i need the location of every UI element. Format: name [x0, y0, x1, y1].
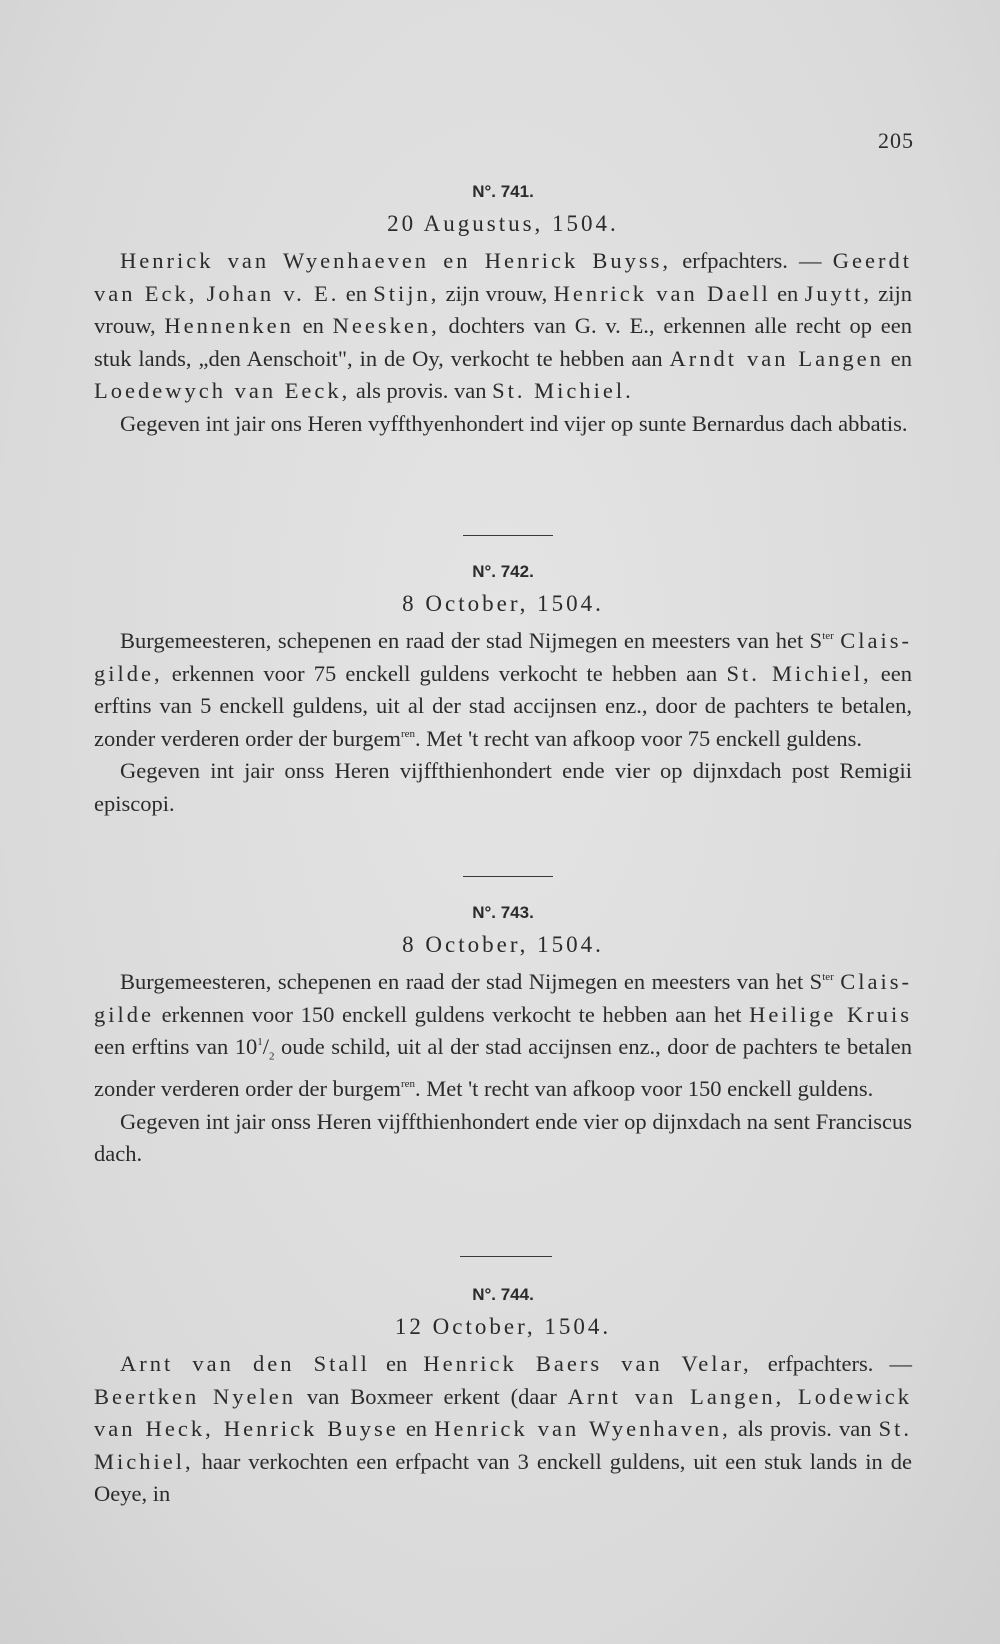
entry-summary	[94, 1348, 912, 1511]
text-run: zijn vrouw,	[439, 280, 554, 306]
entry-summary	[94, 966, 912, 1106]
text-run: Stijn,	[373, 280, 440, 306]
text-run: Clais-gilde,	[94, 628, 912, 686]
section-divider	[463, 876, 553, 877]
text-run: een erftins van 5 enckell guldens, uit al der stad accijnsen enz., door de pachters te betalen, zonder verderen order der burgem	[94, 660, 912, 751]
text-run: Heilige Kruis	[749, 1001, 912, 1027]
text-run: . Met 't recht van afkoop voor 75 enckell guldens.	[414, 725, 863, 751]
text-run: als provis. van	[350, 378, 493, 404]
text-run: Arndt van Langen	[669, 345, 884, 371]
text-run: Arnt van den Stall	[120, 1351, 370, 1376]
fraction-denominator: 2	[268, 1050, 275, 1063]
entry-744	[94, 1280, 912, 1511]
text-run: Hennenken	[164, 313, 294, 339]
text-run: St. Michiel.	[492, 378, 634, 404]
entry-date: 20 Augustus, 1504.	[387, 211, 619, 236]
text-run: erkennen voor 75 enckell guldens verkocht te hebben aan	[162, 660, 727, 686]
entry-date: 12 October, 1504.	[394, 1314, 612, 1339]
entry-742	[94, 557, 912, 821]
entry-number: N°. 741.	[472, 182, 534, 201]
text-run: een erftins van 10	[94, 1034, 258, 1060]
entry-date: 8 October, 1504.	[402, 932, 604, 957]
text-run: . Met 't recht van afkoop voor 150 enckell guldens.	[414, 1076, 874, 1102]
entry-number: N°. 742.	[472, 562, 534, 581]
text-run: Henrick van Daell	[553, 280, 771, 306]
text-run: Burgemeesteren, schepenen en raad der stad Nijmegen en meesters van het S	[120, 969, 823, 994]
text-run: en	[770, 280, 805, 306]
section-divider	[460, 1256, 552, 1257]
section-divider	[463, 535, 553, 536]
text-run: Geerdt van Eck, Johan v. E.	[94, 248, 912, 306]
text-run: St. Michiel,	[726, 660, 872, 686]
text-run: erfpachters. —	[671, 248, 833, 273]
entry-summary	[94, 245, 912, 408]
text-run: haar verkochten een erfpacht van 3 enckell guldens, uit een stuk lands in de Oeye, in	[94, 1448, 912, 1507]
text-run: Juytt,	[804, 280, 872, 306]
entry-dating-clause: Gegeven int jair onss Heren vijffthienhondert ende vier op dijnxdach post Remigii episcopi.	[94, 758, 912, 816]
superscript: ter	[822, 971, 834, 983]
text-run: Beertken Nyelen	[94, 1383, 297, 1409]
text-run: zijn vrouw,	[94, 280, 912, 339]
page-number: 205	[878, 128, 914, 153]
entry-743	[94, 898, 912, 1171]
text-run: erfpachters. —	[751, 1351, 912, 1376]
entry-dating-clause: Gegeven int jair ons Heren vyffthyenhondert ind vijer op sunte Bernardus dach abbatis.	[120, 410, 908, 436]
entry-number: N°. 743.	[472, 903, 534, 922]
entry-number: N°. 744.	[472, 1285, 534, 1304]
text-run: Neesken,	[332, 313, 440, 339]
text-run: /	[262, 1034, 269, 1060]
text-run: Arnt van Langen, Lodewick van Heck, Henrick Buyse	[94, 1383, 913, 1442]
text-run: en	[293, 313, 333, 339]
text-run: Henrick van Wyenhaeven en Henrick Buyss,	[120, 248, 672, 273]
fraction-numerator: 1	[257, 1036, 263, 1049]
text-run: Burgemeesteren, schepenen en raad der stad Nijmegen en meesters van het S	[120, 628, 823, 653]
superscript: ren	[400, 727, 415, 740]
text-run: als provis. van	[730, 1416, 879, 1442]
entry-741	[94, 177, 912, 441]
text-run: en	[398, 1416, 435, 1442]
text-run: dochters van G. v. E., erkennen alle recht op een stuk lands, „den Aenschoit", in de Oy, verkocht te hebben aan	[94, 313, 912, 371]
entry-summary	[94, 625, 912, 755]
text-run: Loedewych van Eeck,	[94, 378, 351, 404]
text-run: van Boxmeer erkent (daar	[296, 1383, 568, 1409]
text-run: en	[369, 1351, 424, 1376]
text-run: erkennen voor 150 enckell guldens verkocht te hebben aan het	[154, 1001, 750, 1027]
text-run: Clais-gilde	[94, 969, 912, 1027]
text-run: Henrick van Wyenhaven,	[434, 1416, 731, 1442]
entry-dating-clause: Gegeven int jair onss Heren vijffthienhondert ende vier op dijnxdach na sent Franciscus dach.	[94, 1108, 912, 1167]
superscript: ter	[822, 630, 834, 642]
entry-date: 8 October, 1504.	[402, 591, 604, 616]
text-run: en	[339, 280, 374, 306]
text-run: Henrick Baers van Velar,	[423, 1351, 752, 1376]
text-run: St. Michiel,	[94, 1416, 912, 1474]
superscript: ren	[400, 1078, 415, 1091]
text-run: oude schild, uit al der stad accijnsen enz., door de pachters te betalen zonder verderen order der burgem	[94, 1034, 912, 1102]
text-run: en	[883, 345, 912, 371]
